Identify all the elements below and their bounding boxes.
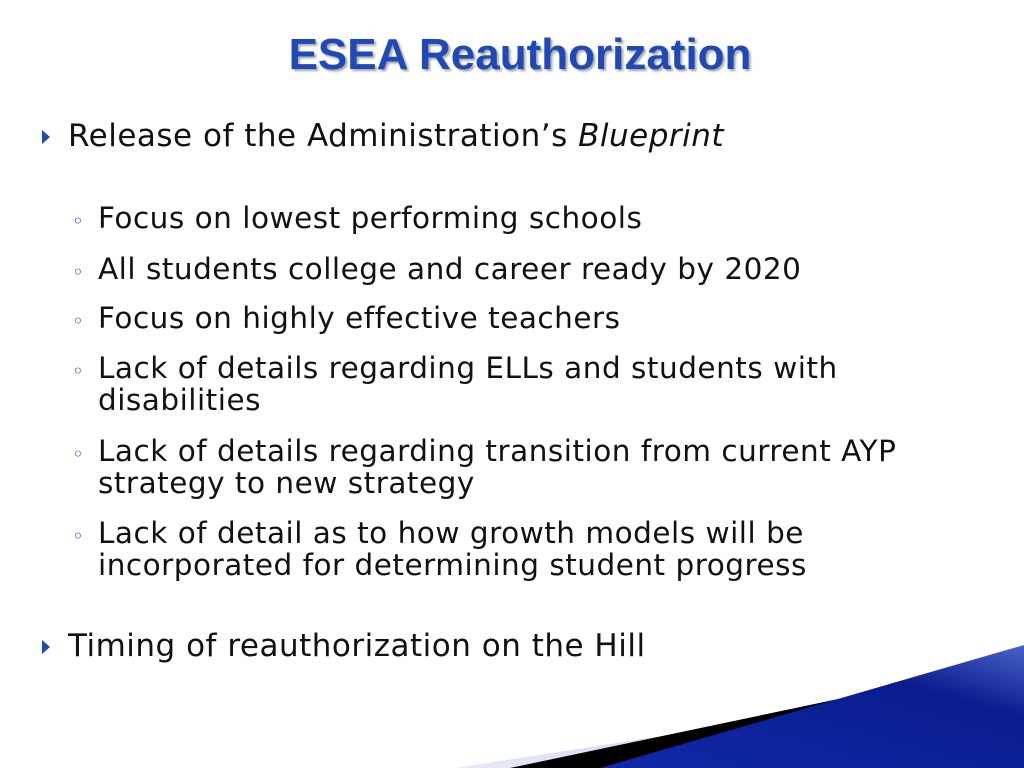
circle-bullet-icon: ◦ bbox=[72, 260, 84, 284]
bullet-text: Release of the Administration’s bbox=[68, 118, 579, 154]
circle-bullet-icon: ◦ bbox=[72, 209, 84, 233]
sub-bullet-text: All students college and career ready by 2020 bbox=[98, 252, 802, 286]
bullet-emphasis: Blueprint bbox=[578, 118, 725, 154]
sub-bullet-text: Lack of details regarding ELLs and students with disabilities bbox=[98, 351, 838, 417]
circle-bullet-icon: ◦ bbox=[72, 442, 84, 466]
sub-bullet-text: Focus on lowest performing schools bbox=[98, 201, 643, 235]
sub-bullet-text: Lack of detail as to how growth models will be incorporated for determining student progress bbox=[98, 516, 807, 582]
circle-bullet-icon: ◦ bbox=[72, 524, 84, 548]
bullet-text: Timing of reauthorization on the Hill bbox=[68, 628, 646, 664]
circle-bullet-icon: ◦ bbox=[72, 309, 84, 333]
slide-title: ESEA Reauthorization bbox=[288, 30, 752, 79]
sub-bullet-text: Lack of details regarding transition from current AYP strategy to new strategy bbox=[98, 434, 897, 500]
sub-bullet-text: Focus on highly effective teachers bbox=[98, 301, 621, 335]
circle-bullet-icon: ◦ bbox=[72, 359, 84, 383]
